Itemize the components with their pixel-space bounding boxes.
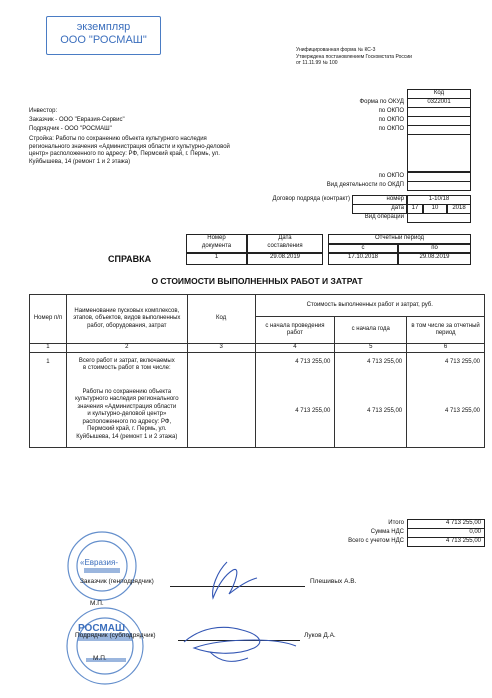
form-header-line1: Унифицированная форма № КС-3 — [296, 47, 376, 53]
works-table — [29, 294, 485, 448]
row1-v6: 4 713 255,00 — [407, 352, 485, 377]
seal1-text: «Евразия- — [80, 558, 118, 567]
signature-podryadchik-icon — [170, 612, 300, 668]
row2-kod — [187, 377, 255, 448]
okpo-label-1: по ОКПО — [378, 108, 404, 114]
zakazchik-line: Заказчик - ООО "Евразия-Сервис" — [29, 117, 125, 123]
vid-operacii-value — [407, 213, 471, 223]
form-header-line3: от 11.11.99 № 100 — [296, 60, 338, 66]
itogo-value: 4 713 255,00 — [407, 519, 485, 529]
okpo-label-4: по ОКПО — [378, 173, 404, 179]
row1-num: 1 — [30, 352, 67, 377]
data-label-box: дата — [352, 204, 407, 214]
header-col4: с начала проведения работ — [255, 317, 335, 344]
stamp-line1: экземпляр — [76, 21, 131, 33]
form-header-line2: Утверждена постановлением Госкомстата России — [296, 53, 412, 60]
seal2-text: РОСМАШ — [78, 623, 126, 634]
date-day: 17 — [407, 204, 423, 214]
stroika-line1: Стройка: Работы по сохранению объекта культурного наследия — [29, 136, 207, 142]
okpo-label-2: по ОКПО — [378, 117, 404, 123]
dogovor-nomer-value: 1-10/18 — [407, 195, 471, 205]
num-cell: 2 — [66, 344, 187, 353]
table-header-row-1 — [30, 295, 485, 317]
nomer-doc-header: Номер документа — [186, 234, 247, 253]
kod-header: Код — [407, 89, 471, 99]
stroika-line3: центр» расположенного по адресу: РФ, Пермский край, г. Пермь, ул. — [29, 151, 220, 157]
table-number-row — [30, 344, 485, 353]
table-row — [30, 352, 485, 377]
period-from-header: с — [328, 244, 398, 253]
data-sost-header: Дата составления — [247, 234, 323, 253]
round-seal-icon — [40, 528, 175, 698]
okud-value: 0322001 — [407, 98, 471, 108]
stamp-line2: ООО "РОСМАШ" — [60, 34, 147, 46]
mp-label-2: М.П. — [93, 655, 107, 662]
row1-name: Всего работ и затрат, включаемых в стоимость работ в том числе: — [66, 352, 187, 377]
stroika-line2: регионального значения «Администрация области и культурно-деловой — [29, 143, 230, 150]
header-naim: Наименование пусковых комплексов, этапов, объектов, видов выполненных работ, оборудования, затрат — [66, 295, 187, 344]
okdp-label: Вид деятельности по ОКДП — [326, 182, 404, 188]
num-cell: 4 — [255, 344, 335, 353]
header-stoim: Стоимость выполненных работ и затрат, руб. — [255, 295, 485, 317]
nds-value: 0,00 — [407, 528, 485, 538]
row2-v5: 4 713 255,00 — [335, 377, 407, 448]
row1-v4: 4 713 255,00 — [255, 352, 335, 377]
zakazchik-sign-label: Заказчик (генподрядчик) — [80, 578, 154, 585]
row1-v5: 4 713 255,00 — [335, 352, 407, 377]
period-header: Отчетный период — [328, 234, 471, 244]
header-col5: с начала года — [335, 317, 407, 344]
nomer-label-box: номер — [352, 195, 407, 205]
period-from-value: 17.10.2018 — [328, 253, 398, 265]
num-cell: 6 — [407, 344, 485, 353]
document-title: О СТОИМОСТИ ВЫПОЛНЕННЫХ РАБОТ И ЗАТРАТ — [151, 276, 363, 286]
header-nomer: Номер п/п — [30, 295, 67, 344]
vsego-value: 4 713 255,00 — [407, 537, 485, 547]
row1-kod — [187, 352, 255, 377]
date-month: 10 — [423, 204, 447, 214]
spravka-title: СПРАВКА — [108, 254, 152, 264]
vid-operacii-label: Вид операции — [364, 214, 404, 220]
podryadchik-line: Подрядчик - ООО "РОСМАШ" — [29, 126, 112, 132]
period-to-value: 29.08.2019 — [398, 253, 471, 265]
stroika-block — [29, 136, 230, 166]
date-year: 2018 — [447, 204, 471, 214]
podryadchik-sign-label: Подрядчик (субподрядчик) — [75, 632, 156, 639]
table-row — [30, 377, 485, 448]
podryadchik-name: Луков Д.А. — [304, 632, 336, 639]
data-sost-value: 29.08.2019 — [247, 253, 323, 265]
row2-v4: 4 713 255,00 — [255, 377, 335, 448]
row2-num — [30, 377, 67, 448]
okpo-label-3: по ОКПО — [378, 126, 404, 132]
stroika-code-blank — [407, 134, 471, 172]
nds-label: Сумма НДС — [370, 529, 404, 535]
okud-label: Форма по ОКУД — [359, 99, 404, 105]
zakazchik-name: Плешивых А.В. — [310, 578, 357, 585]
header-col6: в том числе за отчетный период — [407, 317, 485, 344]
header-kod: Код — [187, 295, 255, 344]
row2-v6: 4 713 255,00 — [407, 377, 485, 448]
signature-zakazchik-icon — [205, 558, 265, 604]
itogo-label: Итого — [388, 520, 404, 526]
num-cell: 1 — [30, 344, 67, 353]
mp-label-1: М.П. — [90, 600, 104, 607]
period-to-header: по — [398, 244, 471, 253]
dogovor-label: Договор подряда (контракт) — [272, 196, 350, 202]
vsego-label: Всего с учетом НДС — [348, 538, 404, 544]
stroika-line4: Куйбышева, 14 (ремонт 1 и 2 этажа) — [29, 158, 131, 165]
copy-stamp — [46, 16, 161, 55]
okdp-value — [407, 181, 471, 191]
num-cell: 5 — [335, 344, 407, 353]
row2-name: Работы по сохранению объекта культурного наследия регионального значения «Администрация области и культурно-деловой центр» расположенного по адресу: РФ, Пермский край, г. Пермь, ул. Куйбышева, 14 (ремонт 1 и 2 этажа) — [66, 377, 187, 448]
form-header — [296, 47, 412, 67]
nomer-doc-value: 1 — [186, 253, 247, 265]
num-cell: 3 — [187, 344, 255, 353]
investor-label: Инвестор: — [29, 108, 58, 114]
